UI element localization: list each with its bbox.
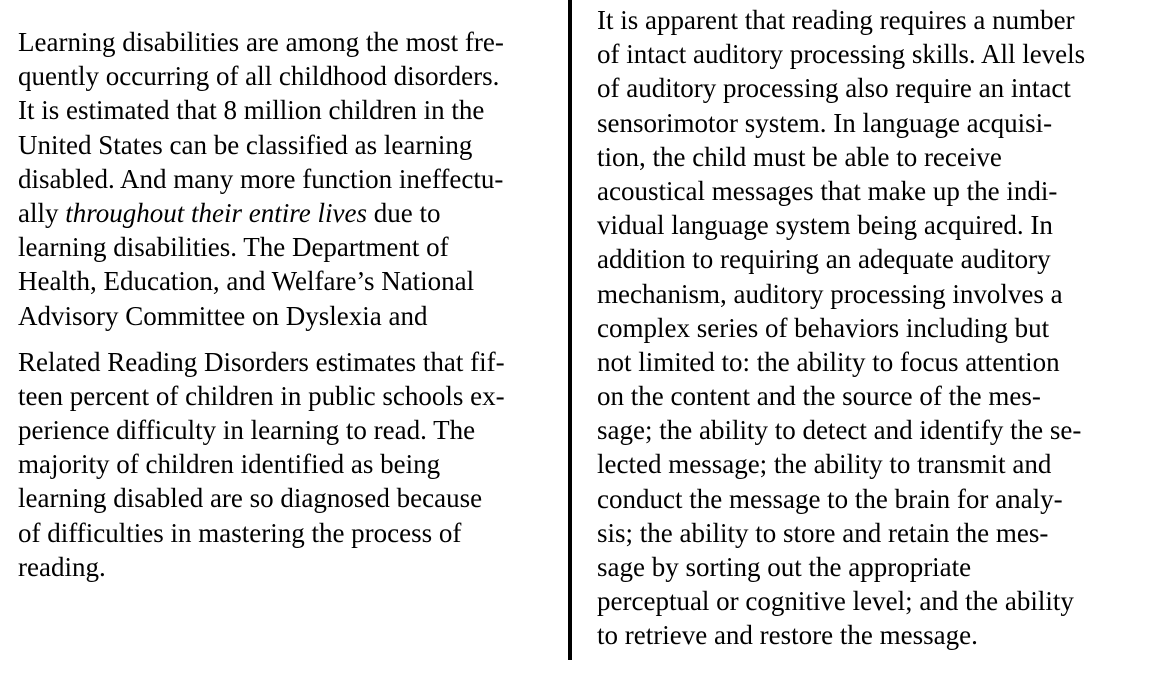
text-line: United States can be classified as learning xyxy=(18,129,473,160)
text-line: sis; the ability to store and retain the mes- xyxy=(597,517,1049,548)
text-line: learning disabled are so diagnosed because xyxy=(18,483,483,514)
text-line: learning disabilities. The Department of xyxy=(18,232,449,263)
text-line: sensorimotor system. In language acquisi- xyxy=(597,107,1053,138)
text-line: not limited to: the ability to focus attention xyxy=(597,346,1060,377)
text-line: perceptual or cognitive level; and the ability xyxy=(597,586,1074,617)
left-column xyxy=(18,25,558,584)
text-line: disabled. And many more function ineffectu- xyxy=(18,163,504,194)
text-line: to retrieve and restore the message. xyxy=(597,620,978,651)
text-line: conduct the message to the brain for analy- xyxy=(597,483,1063,514)
text-line: quently occurring of all childhood disorders. xyxy=(18,61,500,92)
text-line: mechanism, auditory processing involves a xyxy=(597,278,1063,309)
text-line: Advisory Committee on Dyslexia and xyxy=(18,300,428,331)
column-divider xyxy=(568,0,572,660)
text-line: It is apparent that reading requires a number xyxy=(597,5,1075,35)
text-line: Related Reading Disorders estimates that fif- xyxy=(18,346,505,377)
text-line: of auditory processing also require an intact xyxy=(597,73,1071,104)
text-line: of difficulties in mastering the process of xyxy=(18,517,462,548)
right-paragraph xyxy=(597,3,1162,653)
text-line: Learning disabilities are among the most fre- xyxy=(18,27,504,57)
text-line: sage by sorting out the appropriate xyxy=(597,552,972,582)
text-line: acoustical messages that make up the indi- xyxy=(597,175,1058,206)
text-line: perience difficulty in learning to read. The xyxy=(18,415,476,446)
text-line: on the content and the source of the mes- xyxy=(597,381,1041,412)
text-line-with-italic xyxy=(18,196,558,230)
text-line: It is estimated that 8 million children in the xyxy=(18,95,485,126)
text-line: reading. xyxy=(18,551,106,582)
text-line: majority of children identified as being xyxy=(18,449,441,480)
text-line: teen percent of children in public schools ex- xyxy=(18,380,505,411)
right-column xyxy=(597,3,1162,653)
left-paragraph-2 xyxy=(18,345,558,584)
text-line: of intact auditory processing skills. All levels xyxy=(597,39,1086,70)
text-segment: ally xyxy=(18,197,66,228)
italic-emphasis: throughout their entire lives xyxy=(65,197,367,228)
text-segment: due to xyxy=(366,197,441,228)
text-line: tion, the child must be able to receive xyxy=(597,141,1002,172)
text-line: complex series of behaviors including but xyxy=(597,312,1050,343)
text-line: sage; the ability to detect and identify the se- xyxy=(597,415,1082,446)
left-paragraph-1 xyxy=(18,25,558,333)
text-line: lected message; the ability to transmit and xyxy=(597,449,1052,480)
text-line: Health, Education, and Welfare’s National xyxy=(18,266,475,297)
text-line: addition to requiring an adequate auditory xyxy=(597,244,1051,275)
text-line: vidual language system being acquired. In xyxy=(597,210,1053,241)
